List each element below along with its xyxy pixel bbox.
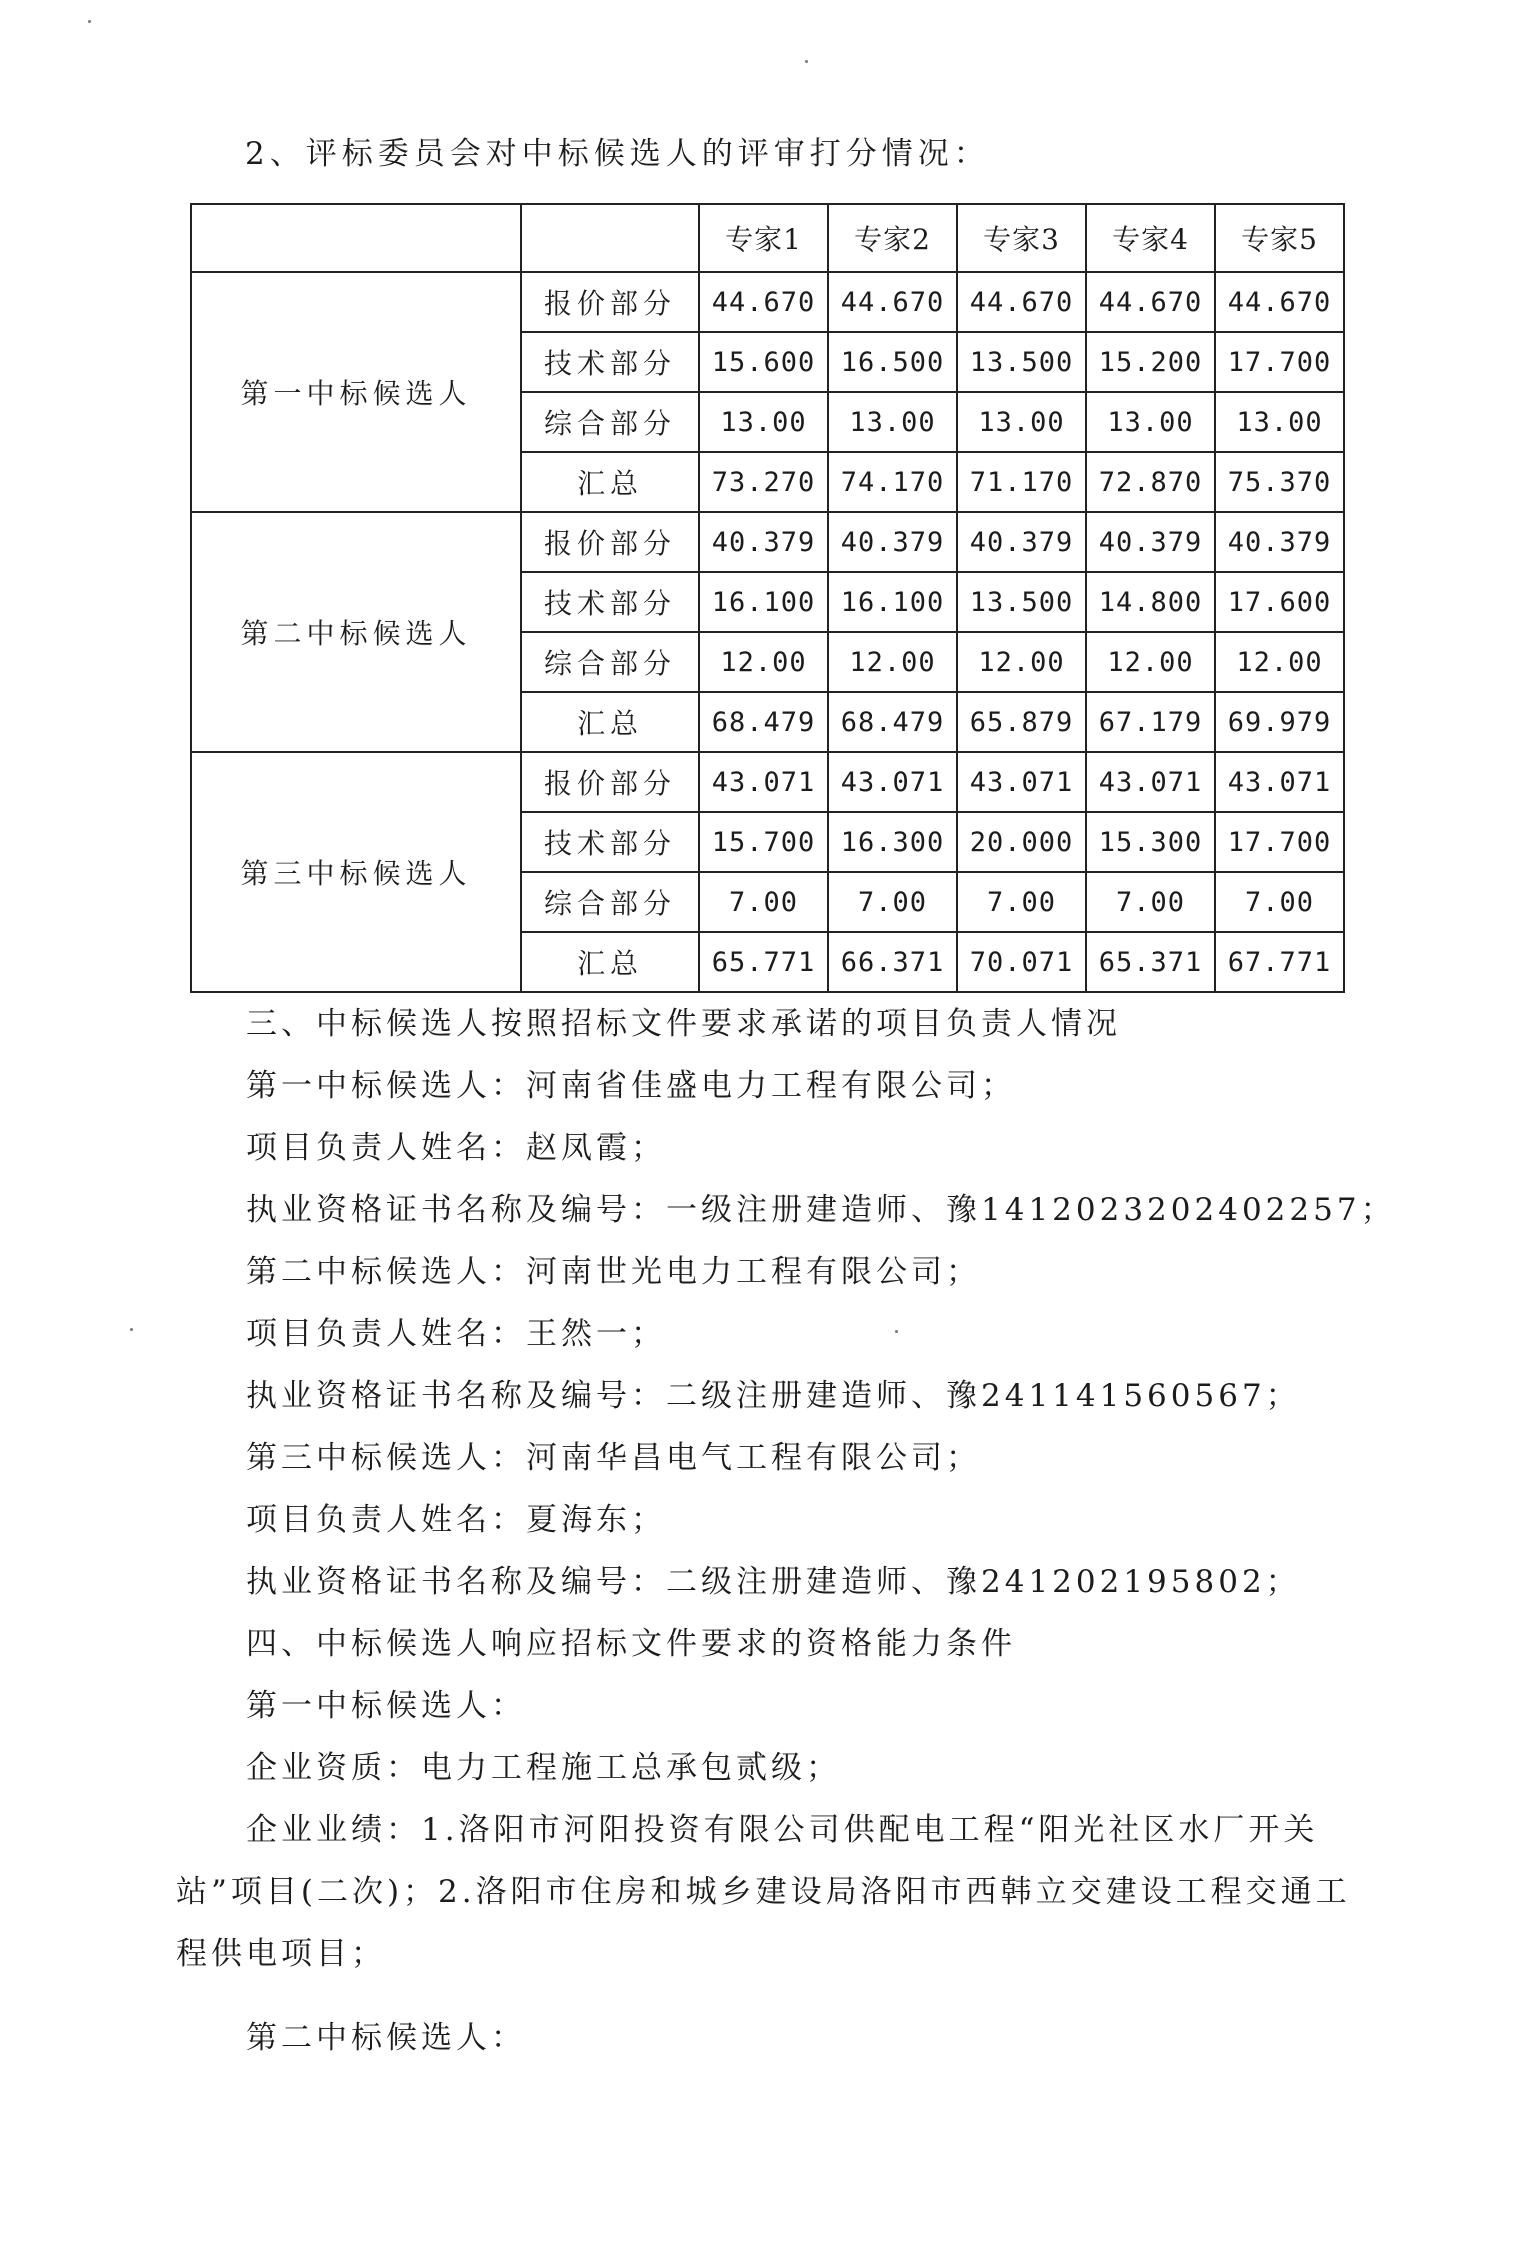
candidate2-name: 第二中标候选人：河南世光电力工程有限公司；: [246, 1254, 981, 1290]
score-cell: 66.371: [828, 932, 957, 992]
score-item-label: 汇总: [521, 692, 699, 752]
candidate3-name: 第三中标候选人：河南华昌电气工程有限公司；: [246, 1440, 981, 1476]
score-cell: 40.379: [828, 512, 957, 572]
score-cell: 17.700: [1215, 332, 1344, 392]
score-cell: 44.670: [699, 272, 828, 332]
score-item-label: 报价部分: [521, 512, 699, 572]
score-item-label: 报价部分: [521, 272, 699, 332]
score-item-label: 综合部分: [521, 872, 699, 932]
score-cell: 7.00: [1215, 872, 1344, 932]
candidate1-certificate: 执业资格证书名称及编号：一级注册建造师、豫1412023202402257；: [246, 1192, 1396, 1228]
header-expert-5: 专家5: [1215, 204, 1344, 272]
header-expert-1: 专家1: [699, 204, 828, 272]
score-cell: 12.00: [1086, 632, 1215, 692]
header-corner: [191, 204, 521, 272]
candidate-label: 第三中标候选人: [191, 752, 521, 992]
score-cell: 13.00: [699, 392, 828, 452]
score-table: [190, 203, 1345, 993]
score-cell: 43.071: [828, 752, 957, 812]
score-cell: 13.500: [957, 572, 1086, 632]
candidate-label: 第一中标候选人: [191, 272, 521, 512]
score-cell: 40.379: [1215, 512, 1344, 572]
score-cell: 13.00: [957, 392, 1086, 452]
table-header-row: [191, 204, 1344, 272]
score-cell: 12.00: [1215, 632, 1344, 692]
score-cell: 7.00: [828, 872, 957, 932]
score-cell: 17.600: [1215, 572, 1344, 632]
score-cell: 16.100: [828, 572, 957, 632]
section4-candidate1-label: 第一中标候选人：: [246, 1688, 526, 1724]
score-cell: 65.879: [957, 692, 1086, 752]
score-item-label: 综合部分: [521, 632, 699, 692]
score-cell: 16.100: [699, 572, 828, 632]
candidate-label: 第二中标候选人: [191, 512, 521, 752]
score-cell: 72.870: [1086, 452, 1215, 512]
score-cell: 44.670: [1086, 272, 1215, 332]
score-cell: 12.00: [828, 632, 957, 692]
score-cell: 43.071: [1086, 752, 1215, 812]
score-cell: 40.379: [957, 512, 1086, 572]
scan-speck: [805, 60, 808, 63]
score-cell: 65.371: [1086, 932, 1215, 992]
score-cell: 73.270: [699, 452, 828, 512]
score-cell: 12.00: [699, 632, 828, 692]
section4-candidate2-label: 第二中标候选人：: [246, 2020, 526, 2056]
score-item-label: 综合部分: [521, 392, 699, 452]
score-cell: 74.170: [828, 452, 957, 512]
table-intro: 2、评标委员会对中标候选人的评审打分情况：: [245, 136, 990, 172]
candidate1-manager: 项目负责人姓名：赵凤霞；: [246, 1130, 666, 1166]
section4-heading: 四、中标候选人响应招标文件要求的资格能力条件: [246, 1626, 1016, 1662]
score-cell: 44.670: [957, 272, 1086, 332]
candidate3-manager: 项目负责人姓名：夏海东；: [246, 1502, 666, 1538]
candidate2-certificate: 执业资格证书名称及编号：二级注册建造师、豫241141560567；: [246, 1378, 1301, 1414]
score-cell: 15.700: [699, 812, 828, 872]
score-cell: 44.670: [828, 272, 957, 332]
score-cell: 20.000: [957, 812, 1086, 872]
score-cell: 7.00: [957, 872, 1086, 932]
score-cell: 67.771: [1215, 932, 1344, 992]
candidate1-name: 第一中标候选人：河南省佳盛电力工程有限公司；: [246, 1068, 1016, 1104]
candidate3-certificate: 执业资格证书名称及编号：二级注册建造师、豫241202195802；: [246, 1564, 1301, 1600]
score-cell: 40.379: [699, 512, 828, 572]
score-cell: 14.800: [1086, 572, 1215, 632]
score-cell: 65.771: [699, 932, 828, 992]
scan-speck: [88, 20, 91, 23]
score-cell: 7.00: [699, 872, 828, 932]
score-cell: 15.300: [1086, 812, 1215, 872]
score-item-label: 技术部分: [521, 332, 699, 392]
score-cell: 13.00: [1086, 392, 1215, 452]
score-cell: 68.479: [699, 692, 828, 752]
score-item-label: 技术部分: [521, 572, 699, 632]
score-cell: 15.200: [1086, 332, 1215, 392]
score-cell: 12.00: [957, 632, 1086, 692]
score-cell: 7.00: [1086, 872, 1215, 932]
score-cell: 67.179: [1086, 692, 1215, 752]
table-row: [191, 752, 1344, 812]
scan-speck: [130, 1328, 133, 1331]
header-expert-4: 专家4: [1086, 204, 1215, 272]
section3-heading: 三、中标候选人按照招标文件要求承诺的项目负责人情况: [246, 1006, 1121, 1042]
header-item: [521, 204, 699, 272]
score-cell: 43.071: [957, 752, 1086, 812]
score-cell: 43.071: [1215, 752, 1344, 812]
score-cell: 44.670: [1215, 272, 1344, 332]
score-item-label: 汇总: [521, 932, 699, 992]
score-cell: 15.600: [699, 332, 828, 392]
candidate1-qualification: 企业资质：电力工程施工总承包贰级；: [246, 1750, 841, 1786]
score-cell: 40.379: [1086, 512, 1215, 572]
score-cell: 68.479: [828, 692, 957, 752]
score-cell: 70.071: [957, 932, 1086, 992]
candidate2-manager: 项目负责人姓名：王然一；: [246, 1316, 666, 1352]
score-cell: 16.300: [828, 812, 957, 872]
score-item-label: 汇总: [521, 452, 699, 512]
body-text: [176, 993, 1396, 2069]
score-cell: 13.00: [1215, 392, 1344, 452]
candidate1-performance: 企业业绩：1.洛阳市河阳投资有限公司供配电工程“阳光社区水厂开关站”项目(二次)；2.洛阳市住房和城乡建设局洛阳市西韩立交建设工程交通工程供电项目；: [176, 1812, 1351, 1972]
score-cell: 16.500: [828, 332, 957, 392]
header-expert-3: 专家3: [957, 204, 1086, 272]
score-cell: 17.700: [1215, 812, 1344, 872]
score-item-label: 技术部分: [521, 812, 699, 872]
score-item-label: 报价部分: [521, 752, 699, 812]
score-cell: 71.170: [957, 452, 1086, 512]
score-cell: 75.370: [1215, 452, 1344, 512]
score-cell: 13.500: [957, 332, 1086, 392]
table-row: [191, 512, 1344, 572]
score-cell: 13.00: [828, 392, 957, 452]
table-row: [191, 272, 1344, 332]
score-cell: 43.071: [699, 752, 828, 812]
header-expert-2: 专家2: [828, 204, 957, 272]
score-cell: 69.979: [1215, 692, 1344, 752]
